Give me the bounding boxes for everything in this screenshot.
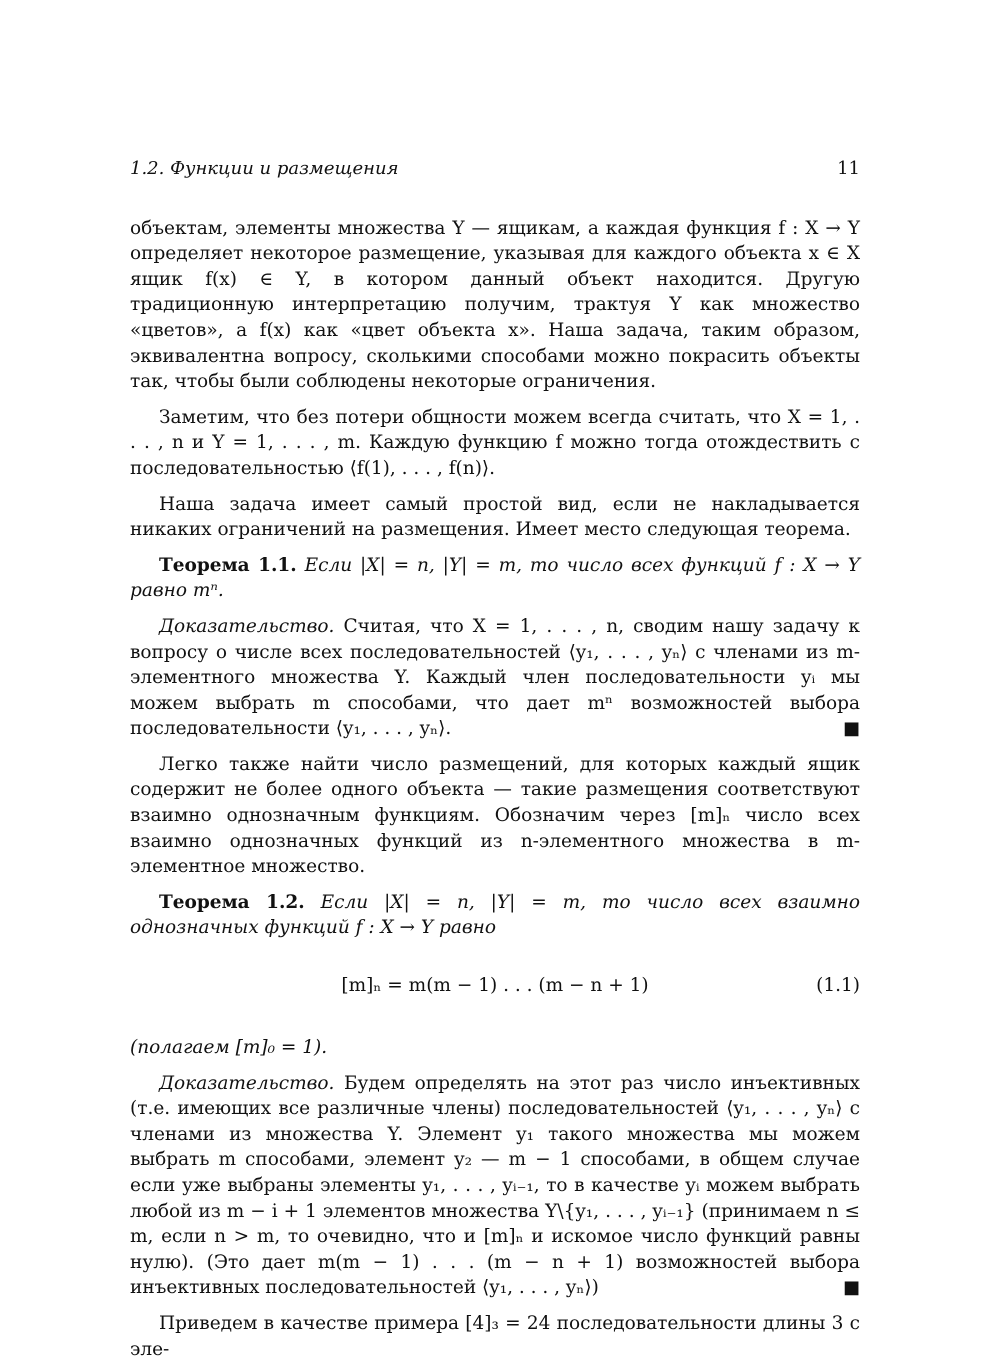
paragraph-4: Легко также найти число размещений, для которых каждый ящик содержит не более одного объекта — такие размещения соответствуют взаимно однозначным функциям. Обозначим через [m]ₙ число всех взаимно однозначных функций из n-элементного множества в m-элементное множество. — [130, 753, 860, 878]
equation-number: (1.1) — [816, 975, 860, 997]
section-title: 1.2. Функции и размещения — [130, 158, 399, 179]
theorem-2-body: Если |X| = n, |Y| = m, то число всех взаимно однозначных функций f : X → Y равно — [130, 891, 860, 939]
document-page — [130, 150, 860, 1372]
theorem-1 — [130, 553, 860, 604]
qed-mark: ■ — [842, 718, 860, 740]
running-head — [130, 156, 860, 182]
paragraph-2: Заметим, что без потери общности можем всегда считать, что X = 1, . . . , n и Y = 1, . . . , m. Каждую функцию f можно тогда отождествить с последовательностью ⟨f(1), . . . , f(n)⟩. — [130, 406, 860, 479]
theorem-2 — [130, 890, 860, 941]
proof-2-body: Будем определять на этот раз число инъективных (т.е. имеющих все различные члены) последовательностей ⟨y₁, . . . , yₙ⟩ с членами из множества Y. Элемент y₁ такого множества мы можем выбрать m способами, элемент y₂ — m − 1 способами, в общем случае если уже выбраны элементы y₁, . . . , yᵢ₋₁, то в качестве yᵢ можем выбрать любой из m − i + 1 элементов множества Y\{y₁, . . . , yᵢ₋₁} (принимаем n ≤ m, если n > m, то очевидно, что и [m]ₙ и искомое число функций равны нулю). (Это дает m(m − 1) . . . (m − n + 1) возможностей выбора инъективных последовательностей ⟨y₁, . . . , yₙ⟩) — [130, 1072, 860, 1299]
paragraph-3: Наша задача имеет самый простой вид, если не накладывается никаких ограничений на размещения. Имеет место следующая теорема. — [130, 493, 860, 541]
proof-2 — [130, 1071, 860, 1301]
theorem-1-body: Если |X| = n, |Y| = m, то число всех функций f : X → Y равно mⁿ. — [130, 554, 860, 602]
proof-1-body: Считая, что X = 1, . . . , n, сводим нашу задачу к вопросу о числе всех последовательностей ⟨y₁, . . . , yₙ⟩ с членами из m-элементного множества Y. Каждый член последовательности yᵢ мы можем выбрать m способами, что дает mⁿ возможностей выбора последовательности ⟨y₁, . . . , yₙ⟩. — [130, 615, 860, 740]
paragraph-6: Приведем в качестве примера [4]₃ = 24 последовательности длины 3 с эле- — [130, 1312, 860, 1360]
page-number: 11 — [837, 158, 860, 179]
qed-mark-2: ■ — [842, 1277, 860, 1299]
equation-1-1 — [130, 973, 860, 999]
paragraph-1: объектам, элементы множества Y — ящикам, а каждая функция f : X → Y определяет некоторое размещение, указывая для каждого объекта x ∈ X ящик f(x) ∈ Y, в котором данный объект находится. Другую традиционную интерпретацию получим, трактуя Y как множество «цветов», а f(x) как «цвет объекта x». Наша задача, таким образом, эквивалентна вопросу, сколькими способами можно покрасить объекты так, чтобы были соблюдены некоторые ограничения. — [130, 217, 860, 393]
proof-1 — [130, 614, 860, 742]
theorem-1-label: Теорема 1.1. — [159, 554, 297, 576]
proof-2-label: Доказательство. — [159, 1072, 335, 1094]
proof-1-label: Доказательство. — [159, 615, 335, 637]
equation-text: [m]ₙ = m(m − 1) . . . (m − n + 1) — [341, 975, 649, 997]
paragraph-5: (полагаем [m]₀ = 1). — [130, 1037, 328, 1059]
theorem-2-label: Теорема 1.2. — [159, 891, 305, 913]
